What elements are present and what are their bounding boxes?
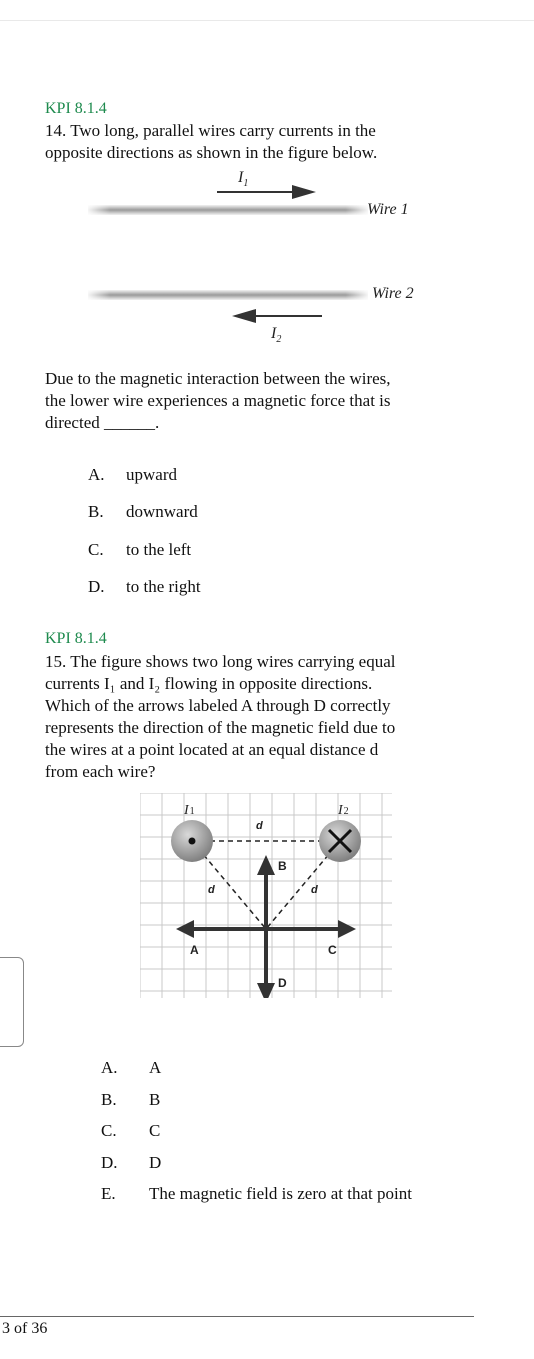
d-label-right: d [311, 884, 318, 896]
q14-follow-line: the lower wire experiences a magnetic force that is [45, 391, 391, 410]
q15-stem-line: 15. The figure shows two long wires carrying equal [45, 652, 396, 671]
i1-label: $I_1$ [238, 169, 249, 189]
parallel-wires-figure [80, 165, 440, 345]
q15-stem-line: represents the direction of the magnetic field due to [45, 718, 396, 737]
option-text: A [149, 1058, 162, 1077]
q14-follow-line: directed ______. [45, 413, 160, 432]
option-letter: C. [101, 1121, 117, 1140]
q15-stem-line: Which of the arrows labeled A through D correctly [45, 696, 391, 715]
i2-label: I2 [338, 803, 349, 818]
q14-stem-line: 14. Two long, parallel wires carry currents in the [45, 121, 376, 140]
option-letter: A. [88, 465, 105, 484]
q14-stem [45, 120, 485, 164]
current-arrow-i2 [232, 309, 322, 323]
top-divider [0, 0, 534, 21]
q15-stem [45, 651, 505, 783]
option-letter: E. [101, 1184, 116, 1203]
magnetic-field-grid-figure [140, 793, 392, 998]
q14-option-a[interactable] [88, 464, 177, 486]
option-text: B [149, 1090, 161, 1109]
wire-1 [88, 205, 368, 215]
d-label-top: d [256, 820, 263, 832]
footer-divider [0, 1316, 474, 1317]
arrow-d-label: D [278, 976, 287, 990]
option-text: downward [126, 502, 198, 521]
option-letter: B. [101, 1090, 117, 1109]
option-text: upward [126, 465, 177, 484]
q15-kpi-label: KPI 8.1.4 [45, 630, 107, 647]
q14-option-b[interactable] [88, 501, 198, 523]
page-number: 3 of 36 [2, 1320, 48, 1337]
q14-kpi-label: KPI 8.1.4 [45, 100, 107, 117]
wire-2 [88, 290, 368, 300]
wire-i2-into-page-icon [319, 820, 361, 862]
option-letter: B. [88, 502, 104, 521]
wire-2-label: Wire 2 [372, 285, 414, 302]
q14-option-d[interactable] [88, 576, 201, 598]
option-text: The magnetic field is zero at that point [149, 1184, 412, 1203]
option-text: C [149, 1121, 161, 1140]
d-label-left: d [208, 884, 215, 896]
option-letter: A. [101, 1058, 118, 1077]
q15-option-b[interactable] [101, 1089, 161, 1111]
q14-stem-line: opposite directions as shown in the figure below. [45, 143, 378, 162]
q15-stem-line: from each wire? [45, 762, 156, 781]
arrow-c-label: C [328, 943, 337, 957]
arrow-c-right [266, 920, 356, 938]
i2-label: $I_2$ [271, 325, 282, 345]
arrow-b-label: B [278, 859, 287, 873]
q14-option-c[interactable] [88, 539, 192, 561]
wire-i1-out-of-page-icon [171, 820, 213, 862]
option-text: to the left [126, 540, 192, 559]
arrow-a-left [176, 920, 266, 938]
current-arrow-i1 [217, 185, 316, 199]
i1-label: I1 [184, 803, 195, 818]
q14-follow-line: Due to the magnetic interaction between the wires, [45, 369, 391, 388]
q15-option-d[interactable] [101, 1152, 162, 1174]
q15-option-a[interactable] [101, 1057, 162, 1079]
option-letter: D. [88, 577, 105, 596]
option-text: to the right [126, 577, 201, 596]
q15-stem-line: the wires at a point located at an equal distance d [45, 740, 379, 759]
wire-1-label: Wire 1 [367, 201, 409, 218]
q15-option-e[interactable] [101, 1183, 412, 1205]
option-letter: D. [101, 1153, 118, 1172]
q15-stem-line: currents I₁ and I₂ flowing in opposite directions. [45, 674, 373, 693]
option-letter: C. [88, 540, 104, 559]
arrow-a-label: A [190, 943, 199, 957]
q15-option-c[interactable] [101, 1120, 161, 1142]
q14-follow-up [45, 368, 485, 434]
option-text: D [149, 1153, 162, 1172]
side-panel-tab[interactable] [0, 957, 24, 1047]
